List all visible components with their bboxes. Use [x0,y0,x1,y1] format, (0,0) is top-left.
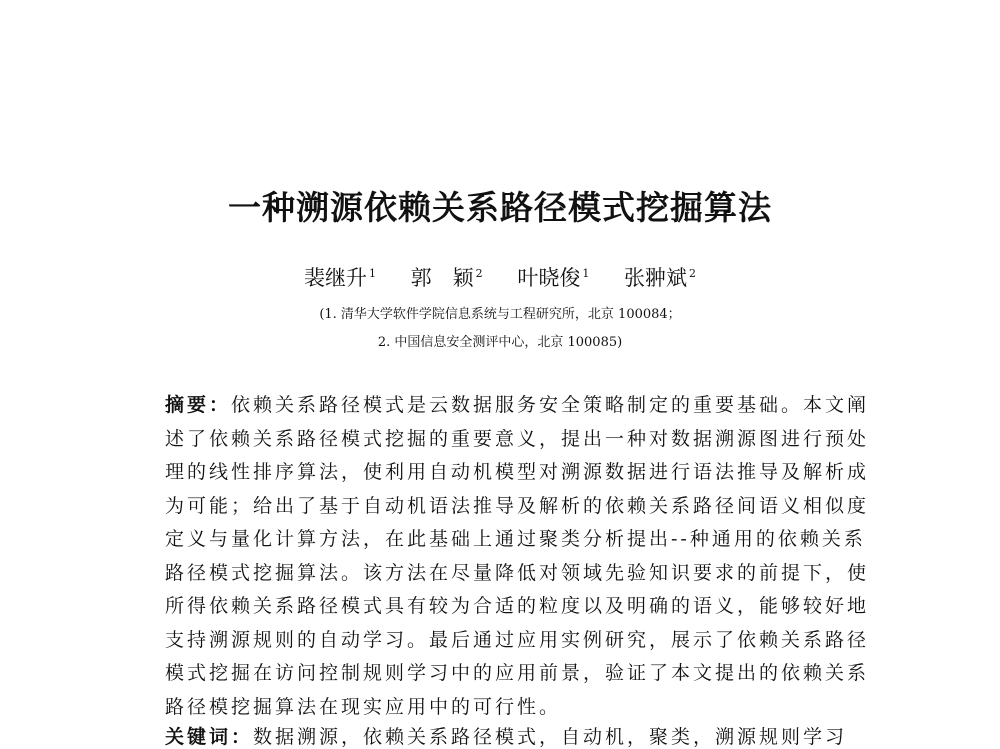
keywords [165,722,847,749]
author: 郭 颖 $^2$ [410,266,483,290]
abstract-line: 所得依赖关系路径模式具有较为合适的粒度以及明确的语义，能够较好地 [165,595,870,617]
abstract-label: 摘要： [165,394,232,416]
affiliation-2: 2. 中国信息安全测评中心，北京 100085) [377,335,623,350]
abstract-line: 摘要：依赖关系路径模式是云数据服务安全策略制定的重要基础。本文阐 [165,394,870,416]
author: 张翀斌 $^2$ [624,266,697,290]
keywords-text: 数据溯源，依赖关系路径模式，自动机，聚类，溯源规则学习 [253,726,848,748]
abstract-line: 模式挖掘在访问控制规则学习中的应用前景，验证了本文提出的依赖关系 [165,662,870,684]
abstract-line: 述了依赖关系路径模式挖掘的重要意义，提出一种对数据溯源图进行预处 [165,427,870,450]
abstract-line: 路径模式挖掘算法。该方法在尽量降低对领域先验知识要求的前提下，使 [165,561,870,584]
author-list [0,262,1000,292]
author: 叶晓俊 $^1$ [517,266,590,290]
keywords-label: 关键词： [165,726,254,748]
abstract-line: 定义与量化计算方法，在此基础上通过聚类分析提出--种通用的依赖关系 [165,528,866,550]
abstract-line: 为可能；给出了基于自动机语法推导及解析的依赖关系路径间语义相似度 [165,494,870,517]
paper-title: 一种溯源依赖关系路径模式挖掘算法 [228,188,772,227]
affiliation-1: (1. 清华大学软件学院信息系统与工程研究所，北京 100084； [319,307,681,322]
abstract-line: 理的线性排序算法，使利用自动机模型对溯源数据进行语法推导及解析成 [165,461,870,483]
abstract-line: 路径模挖掘算法在现实应用中的可行性。 [165,695,562,718]
author: 裴继升 $^1$ [303,266,376,290]
abstract [165,390,870,725]
abstract-line: 支持溯源规则的自动学习。最后通过应用实例研究，展示了依赖关系路径 [165,628,870,651]
